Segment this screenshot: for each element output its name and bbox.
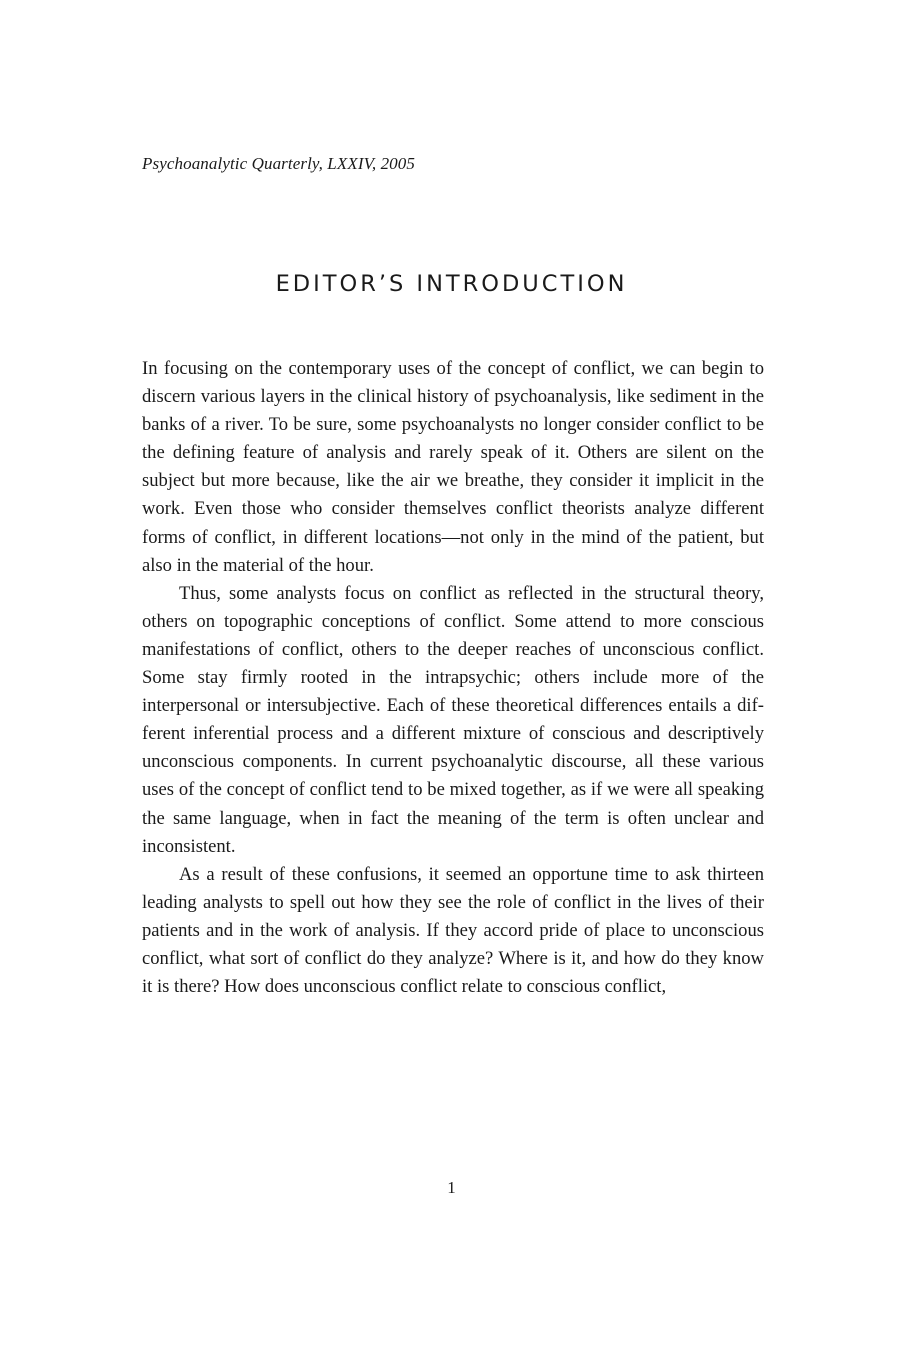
journal-citation: Psychoanalytic Quarterly, LXXIV, 2005 <box>142 154 415 173</box>
page-number: 1 <box>447 1178 456 1197</box>
paragraph-1: In focusing on the contemporary uses of the concept of conflict, we can begin to discern various layers in the clinical history of psychoanalysis, like sediment in the banks of a river. To be sure, some psychoanalysts no longer consider conflict to be the defining feature of analysis and rarely speak of it. Others are silent on the subject but more because, like the air we breathe, they consider it implicit in the work. Even those who consider themselves conflict theorists analyze different forms of conflict, in different locations—not only in the mind of the patient, but also in the material of the hour. <box>142 358 764 576</box>
body-text <box>142 355 764 1001</box>
paragraph-2: Thus, some analysts focus on conflict as reflected in the structural theory, others on topographic conceptions of conflict. Some attend to more conscious manifestations of conflict, others to the deeper reaches of unconscious conflict. Some stay firmly rooted in the intrapsychic; others include more of the interpersonal or intersubjective. Each of these theoretical differences entails a different inferential process and a different mixture of conscious and descriptively unconscious components. In current psychoanalytic discourse, all these various uses of the concept of conflict tend to be mixed together, as if we were all speaking the same language, when in fact the meaning of the term is often unclear and inconsistent. <box>142 582 764 857</box>
article-title: EDITOR’S INTRODUCTION <box>275 271 628 297</box>
paragraph-3: As a result of these confusions, it seemed an opportune time to ask thirteen leading analysts to spell out how they see the role of conflict in the lives of their patients and in the work of analysis. If they accord pride of place to unconscious conflict, what sort of conflict do they analyze? Where is it, and how do they know it is there? How does unconscious conflict relate to conscious conflict, <box>142 863 764 998</box>
